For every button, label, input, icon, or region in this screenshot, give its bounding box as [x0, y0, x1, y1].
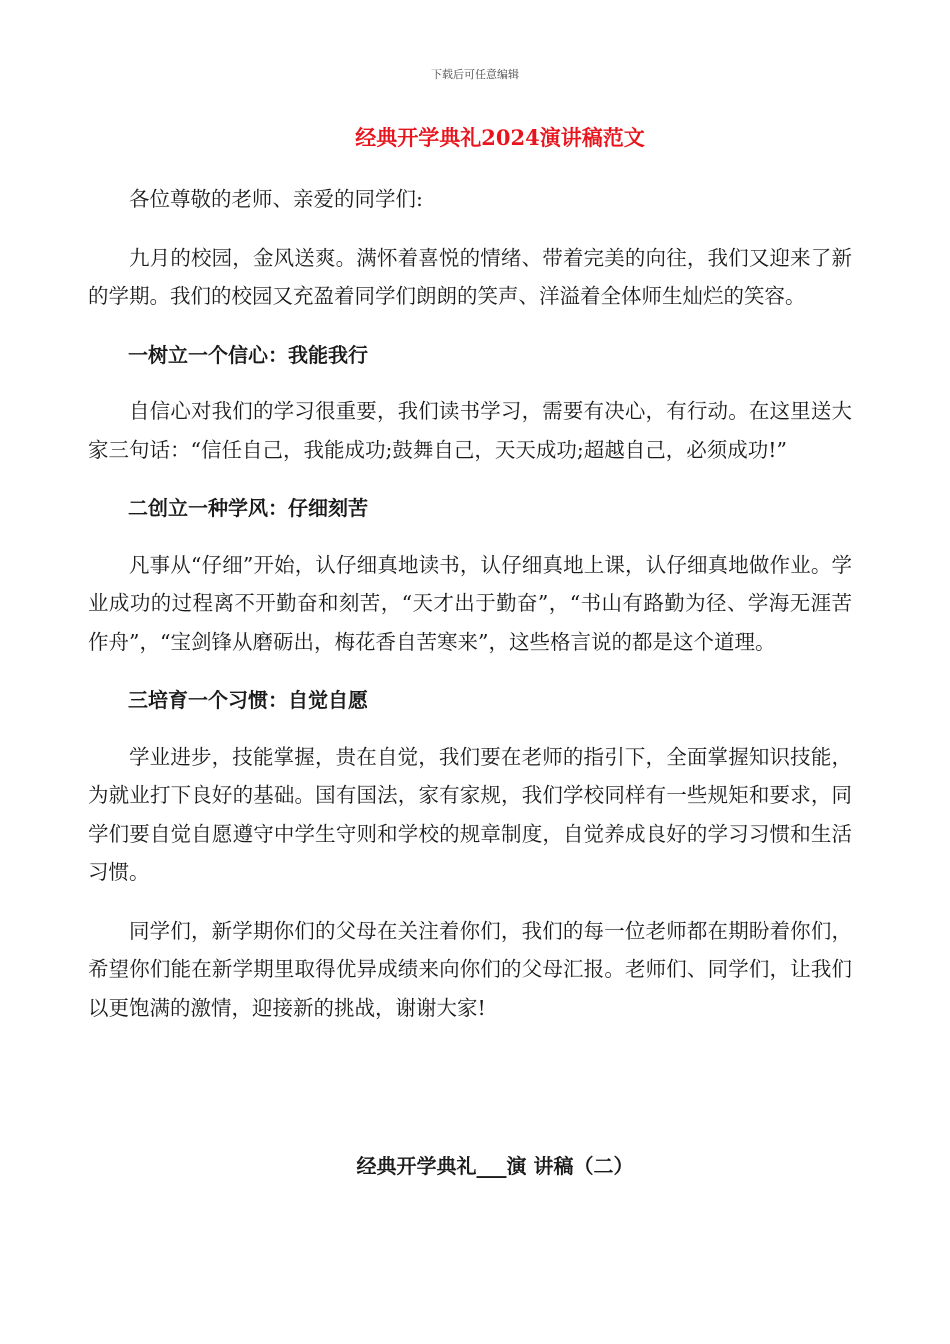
section-heading-3: 三培育一个习惯：自觉自愿: [128, 688, 368, 712]
document-title: 经典开学典礼2024演讲稿范文: [355, 125, 645, 150]
header-note: 下载后可任意编辑: [431, 68, 519, 81]
paragraph-closing: 同学们，新学期你们的父母在关注着你们，我们的每一位老师都在期盼着你们，希望你们能在新学期里取得优异成绩来向你们的父母汇报。老师们、同学们，让我们以更饱满的激情，迎接新的挑战，谢谢大家!: [88, 918, 852, 1020]
section-heading-1: 一树立一个信心：我能我行: [128, 342, 368, 367]
paragraph-confidence: 自信心对我们的学习很重要，我们读书学习，需要有决心，有行动。在这里送大家三句话：“信任自己，我能成功;鼓舞自己，天天成功;超越自己，必须成功!”: [88, 399, 852, 462]
paragraph-habit: 学业进步，技能掌握，贵在自觉，我们要在老师的指引下，全面掌握知识技能，为就业打下良好的基础。国有国法，家有家规，我们学校同样有一些规矩和要求，同学们要自觉自愿遵守中学生守则和学校的规章制度，自觉养成良好的学习习惯和生活习惯。: [88, 744, 852, 884]
paragraph-study-style: 凡事从“仔细”开始，认仔细真地读书，认仔细真地上课，认仔细真地做作业。学业成功的过程离不开勤奋和刻苦，“天才出于勤奋”，“书山有路勤为径、学海无涯苦作舟”，“宝剑锋从磨砺出，梅花香自苦寒来”，这些格言说的都是这个道理。: [88, 552, 852, 654]
section-heading-2: 二创立一种学风：仔细刻苦: [128, 496, 368, 520]
salutation: 各位尊敬的老师、亲爱的同学们:: [129, 187, 423, 211]
paragraph-intro: 九月的校园，金风送爽。满怀着喜悦的情绪、带着完美的向往，我们又迎来了新的学期。我们的校园又充盈着同学们朗朗的笑声、洋溢着全体师生灿烂的笑容。: [88, 245, 852, 308]
section-subtitle: 经典开学典礼___演 讲稿（二）: [356, 1154, 634, 1178]
document-body: [88, 180, 852, 1027]
